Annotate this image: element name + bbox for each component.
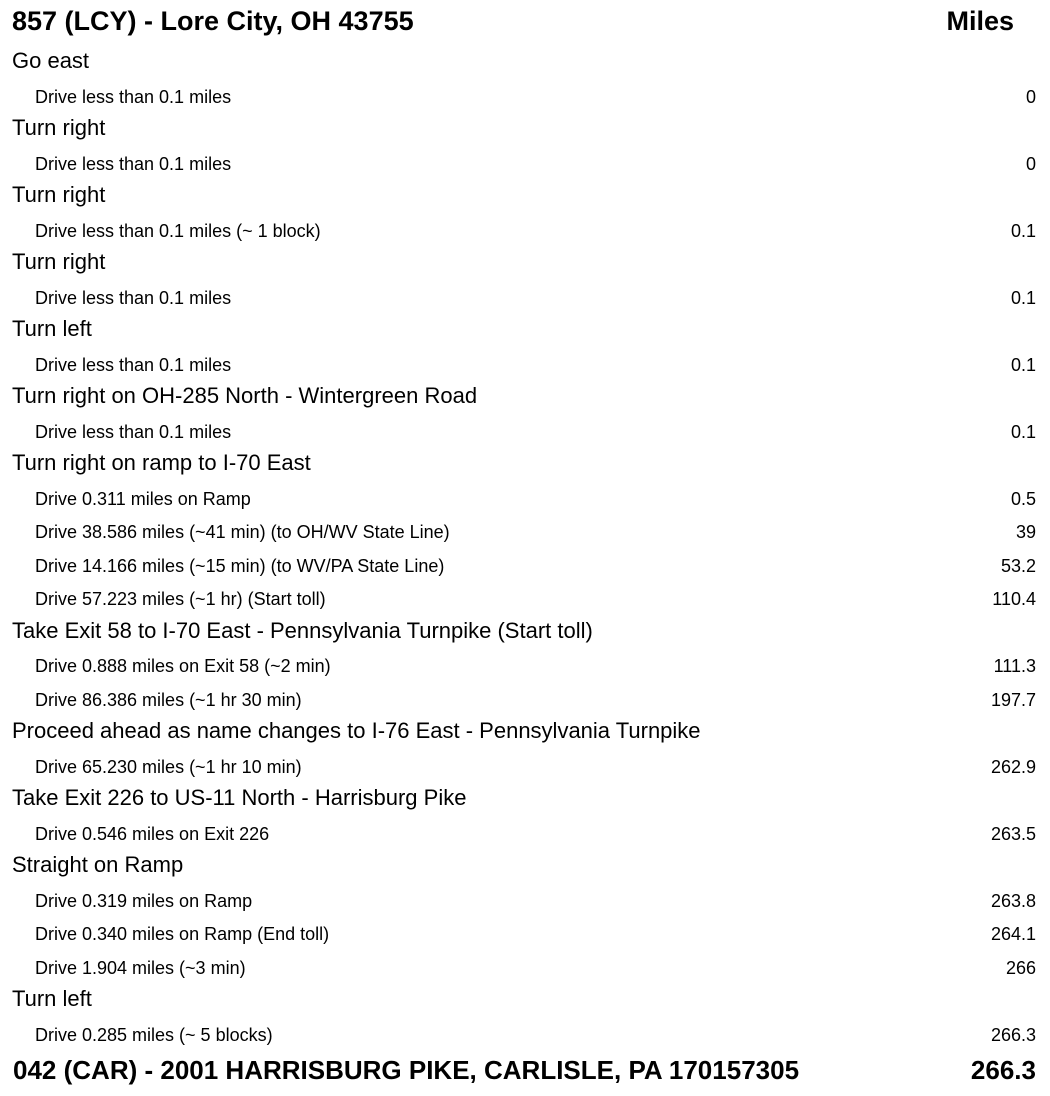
drive-detail: Drive less than 0.1 miles (~ 1 block) [35,220,321,241]
cumulative-miles: 263.8 [990,890,1036,911]
cumulative-miles: 111.3 [993,656,1036,676]
origin-title: 857 (LCY) - Lore City, OH 43755 [12,6,414,36]
drive-detail: Drive 65.230 miles (~1 hr 10 min) [35,756,302,777]
cumulative-miles: 266.3 [990,1024,1036,1045]
drive-detail: Drive 1.904 miles (~3 min) [35,957,246,978]
cumulative-miles: 0 [1025,86,1036,107]
cumulative-miles: 53.2 [1000,555,1036,576]
cumulative-miles: 0.1 [1010,220,1036,241]
cumulative-miles: 262.9 [990,756,1036,777]
step-instruction: Take Exit 58 to I-70 East - Pennsylvania Turnpike (Start toll) [12,617,593,643]
drive-detail: Drive 57.223 miles (~1 hr) (Start toll) [35,589,326,609]
step-instruction: Turn left [12,316,92,341]
cumulative-miles: 0.5 [1010,488,1036,509]
step-instruction: Take Exit 226 to US-11 North - Harrisburg Pike [12,785,467,810]
step-instruction: Turn right [12,249,106,274]
step-instruction: Turn right on OH-285 North - Wintergreen Road [12,383,478,408]
drive-detail: Drive 14.166 miles (~15 min) (to WV/PA State Line) [35,555,445,576]
cumulative-miles: 0.1 [1010,421,1036,442]
drive-detail: Drive 0.285 miles (~ 5 blocks) [35,1024,273,1045]
drive-detail: Drive 0.319 miles on Ramp [35,890,253,911]
drive-detail: Drive less than 0.1 miles [35,86,232,107]
drive-detail: Drive 38.586 miles (~41 min) (to OH/WV State Line) [35,522,450,542]
miles-column-header: Miles [946,6,1014,36]
step-instruction: Turn right [12,115,106,140]
step-instruction: Proceed ahead as name changes to I-76 East - Pennsylvania Turnpike [12,718,701,743]
step-instruction: Turn left [12,986,92,1011]
drive-detail: Drive less than 0.1 miles [35,354,232,375]
drive-detail: Drive 0.888 miles on Exit 58 (~2 min) [35,656,331,676]
drive-detail: Drive 0.311 miles on Ramp [35,488,251,509]
total-miles: 266.3 [970,1055,1036,1085]
step-instruction: Straight on Ramp [12,852,184,877]
drive-detail: Drive less than 0.1 miles [35,287,232,308]
cumulative-miles: 0.1 [1010,354,1036,375]
step-instruction: Turn right on ramp to I-70 East [12,450,311,475]
cumulative-miles: 39 [1015,522,1036,542]
drive-detail: Drive less than 0.1 miles [35,421,232,442]
drive-detail: Drive 0.546 miles on Exit 226 [35,823,270,844]
cumulative-miles: 110.4 [992,589,1036,609]
cumulative-miles: 264.1 [990,924,1036,944]
destination-title: 042 (CAR) - 2001 HARRISBURG PIKE, CARLISLE, PA 170157305 [13,1055,800,1085]
drive-detail: Drive 0.340 miles on Ramp (End toll) [35,924,330,944]
cumulative-miles: 266 [1005,957,1036,978]
cumulative-miles: 0.1 [1010,287,1036,308]
step-instruction: Turn right [12,182,106,207]
drive-detail: Drive 86.386 miles (~1 hr 30 min) [35,689,302,710]
cumulative-miles: 197.7 [990,689,1036,710]
cumulative-miles: 263.5 [990,823,1036,844]
cumulative-miles: 0 [1025,153,1036,174]
step-instruction: Go east [12,48,90,73]
drive-detail: Drive less than 0.1 miles [35,153,232,174]
